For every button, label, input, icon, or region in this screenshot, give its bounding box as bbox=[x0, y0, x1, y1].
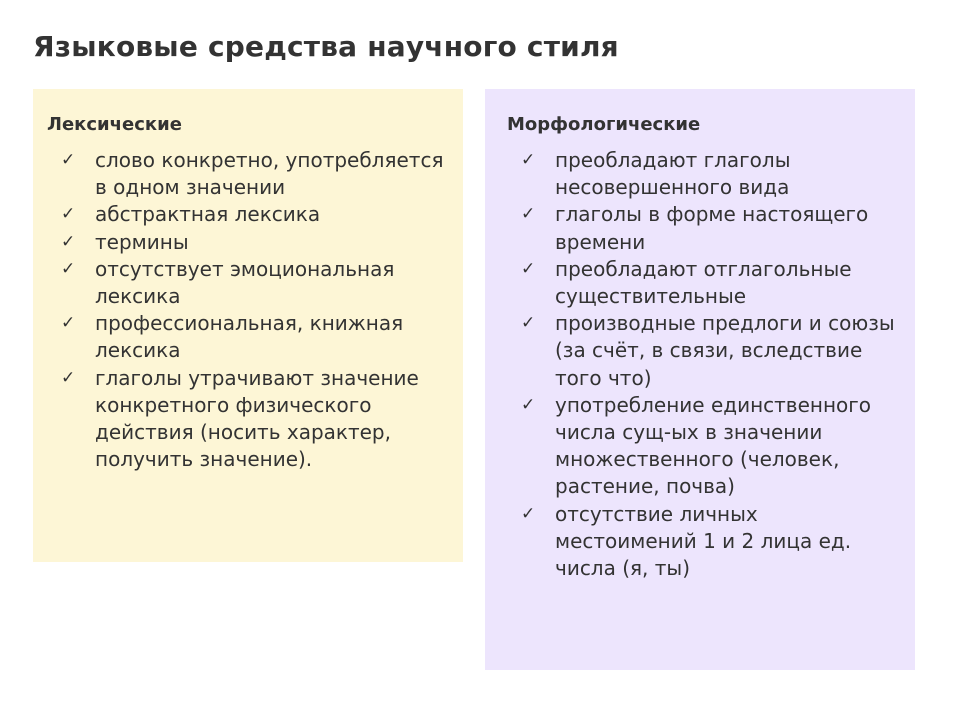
morphological-heading: Морфологические bbox=[507, 114, 701, 135]
check-icon: ✓ bbox=[521, 258, 536, 279]
morphological-card bbox=[485, 89, 915, 670]
list-item-text: глаголы в форме настоящего времени bbox=[555, 202, 869, 254]
list-item-text: глаголы утрачивают значение конкретного физического действия (носить характер, получить значение). bbox=[95, 365, 419, 472]
list-item bbox=[61, 256, 456, 310]
check-icon: ✓ bbox=[61, 367, 76, 388]
lexical-heading: Лексические bbox=[47, 114, 182, 135]
check-icon: ✓ bbox=[521, 204, 536, 225]
list-item-text: абстрактная лексика bbox=[95, 202, 321, 227]
check-icon: ✓ bbox=[61, 231, 76, 252]
check-icon: ✓ bbox=[521, 150, 536, 170]
list-item bbox=[521, 147, 901, 201]
list-item bbox=[521, 501, 901, 583]
check-icon: ✓ bbox=[521, 313, 536, 334]
list-item-text: производные предлоги и союзы (за счёт, в связи, вследствие того что) bbox=[555, 311, 895, 390]
list-item bbox=[61, 310, 456, 364]
check-icon: ✓ bbox=[61, 313, 76, 334]
list-item bbox=[521, 310, 901, 392]
list-item-text: профессиональная, книжная лексика bbox=[95, 311, 404, 363]
list-item bbox=[61, 365, 456, 474]
list-item bbox=[521, 256, 901, 310]
check-icon: ✓ bbox=[61, 258, 76, 279]
list-item-text: преобладают глаголы несовершенного вида bbox=[555, 148, 791, 200]
check-icon: ✓ bbox=[521, 503, 536, 524]
list-item bbox=[521, 201, 901, 255]
list-item-text: слово конкретно, употребляется в одном значении bbox=[95, 148, 444, 200]
check-icon: ✓ bbox=[61, 150, 76, 170]
list-item bbox=[61, 229, 456, 256]
check-icon: ✓ bbox=[61, 204, 76, 225]
list-item bbox=[521, 392, 901, 501]
list-item-text: термины bbox=[95, 229, 189, 254]
list-item bbox=[61, 147, 456, 201]
check-icon: ✓ bbox=[521, 394, 536, 415]
list-item-text: отсутствие личных местоимений 1 и 2 лица ед. числа (я, ты) bbox=[555, 501, 852, 581]
lexical-list bbox=[61, 147, 456, 473]
list-item-text: отсутствует эмоциональная лексика bbox=[95, 256, 395, 309]
list-item-text: употребление единственного числа сущ-ых в значении множественного (человек, растение, почва) bbox=[555, 392, 872, 499]
page-title: Языковые средства научного стиля bbox=[33, 30, 619, 63]
list-item-text: преобладают отглагольные существительные bbox=[555, 256, 852, 309]
list-item bbox=[61, 201, 456, 228]
morphological-list bbox=[521, 147, 901, 582]
lexical-card bbox=[33, 89, 463, 562]
